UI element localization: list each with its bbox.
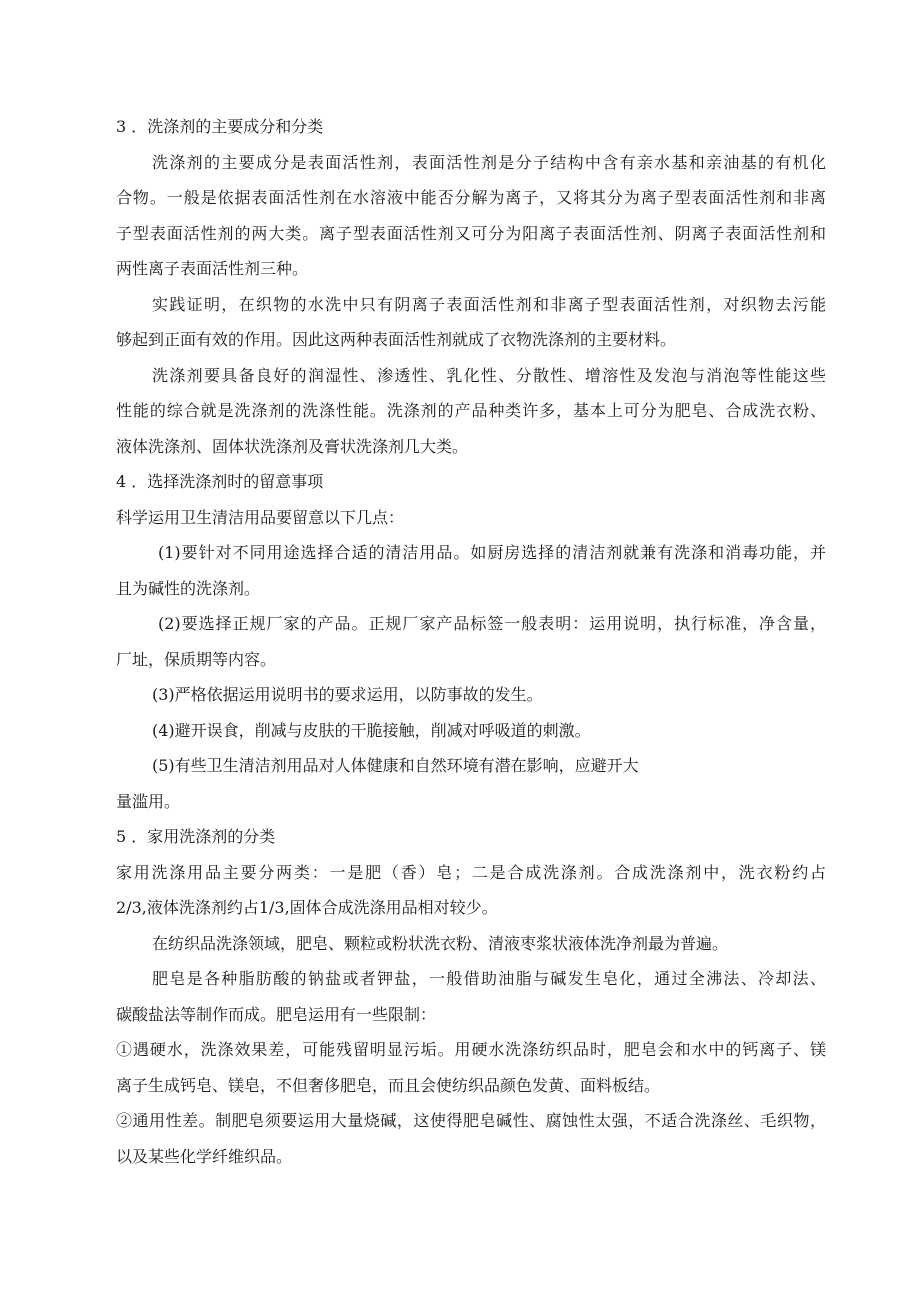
list-item-2-cont: 厂址，保质期等内容。 <box>116 649 277 669</box>
paragraph-line: 子型表面活性剂的两大类。离子型表面活性剂又可分为阳离子表面活性剂、阴离子表面活性剂和 <box>116 223 826 243</box>
paragraph-line: 液体洗涤剂、固体状洗涤剂及膏状洗涤剂几大类。 <box>116 436 469 456</box>
paragraph-line: 两性离子表面活性剂三种。 <box>116 259 309 278</box>
document-body <box>116 113 826 1178</box>
paragraph-line: 家用洗涤用品主要分两类：一是肥（香）皂；二是合成洗涤剂。合成洗涤剂中，洗衣粉约占 <box>116 862 826 882</box>
point-1: ①遇硬水，洗涤效果差，可能残留明显污垢。用硬水洗涤纺织品时，肥皂会和水中的钙离子、镁 <box>116 1040 826 1059</box>
list-item-5: (5)有些卫生清洁剂用品对人体健康和自然环境有潜在影响，应避开大 <box>152 756 639 775</box>
list-item-1: (1)要针对不同用途选择合适的清洁用品。如厨房选择的清洁剂就兼有洗涤和消毒功能，并 <box>158 543 826 562</box>
paragraph-line: 肥皂是各种脂肪酸的钠盐或者钾盐，一般借助油脂与碱发生皂化，通过全沸法、冷却法、 <box>152 969 826 988</box>
paragraph-line: 实践证明，在织物的水洗中只有阴离子表面活性剂和非离子型表面活性剂，对织物去污能 <box>152 294 826 314</box>
list-item-3: (3)严格依据运用说明书的要求运用，以防事故的发生。 <box>152 685 543 704</box>
paragraph-line: 在纺织品洗涤领域，肥皂、颗粒或粉状洗衣粉、清液枣浆状液体洗净剂最为普遍。 <box>152 933 729 953</box>
section-4-heading: 4 ．选择洗涤剂时的留意事项 <box>116 472 324 491</box>
paragraph-line: 洗涤剂要具备良好的润湿性、渗透性、乳化性、分散性、增溶性及发泡与消泡等性能这些 <box>152 365 826 385</box>
list-item-2: (2)要选择正规厂家的产品。正规厂家产品标签一般表明：运用说明，执行标准，净含量， <box>158 614 826 633</box>
paragraph-line: 合物。一般是依据表面活性剂在水溶液中能否分解为离子，又将其分为离子型表面活性剂和非离 <box>116 188 826 207</box>
paragraph-line: 性能的综合就是洗涤剂的洗涤性能。洗涤剂的产品种类许多，基本上可分为肥皂、合成洗衣粉、 <box>116 401 826 420</box>
list-item-4: (4)避开误食，削减与皮肤的干脆接触，削减对呼吸道的刺激。 <box>152 720 591 740</box>
point-2-cont: 以及某些化学纤维织品。 <box>116 1146 293 1166</box>
paragraph-line: 2/3,液体洗涤剂约占1/3,固体合成洗涤用品相对较少。 <box>116 898 498 917</box>
paragraph-line: 碳酸盐法等制作而成。肥皂运用有一些限制： <box>116 1004 437 1024</box>
paragraph-line: 够起到正面有效的作用。因此这两种表面活性剂就成了衣物洗涤剂的主要材料。 <box>116 330 677 349</box>
paragraph-line: 洗涤剂的主要成分是表面活性剂，表面活性剂是分子结构中含有亲水基和亲油基的有机化 <box>152 152 826 172</box>
point-1-cont: 离子生成钙皂、镁皂，不但奢侈肥皂，而且会使纺织品颜色发黄、面料板结。 <box>116 1075 661 1095</box>
section-5-heading: 5 ．家用洗涤剂的分类 <box>116 827 276 846</box>
list-item-1-cont: 且为碱性的洗涤剂。 <box>116 578 261 598</box>
point-2: ②通用性差。制肥皂须要运用大量烧碱，这使得肥皂碱性、腐蚀性太强，不适合洗涤丝、毛织物， <box>116 1111 826 1130</box>
section-4-intro: 科学运用卫生清洁用品要留意以下几点： <box>116 507 405 527</box>
list-item-5-cont: 量滥用。 <box>116 791 181 811</box>
section-3-heading: 3 ．洗涤剂的主要成分和分类 <box>116 117 324 136</box>
